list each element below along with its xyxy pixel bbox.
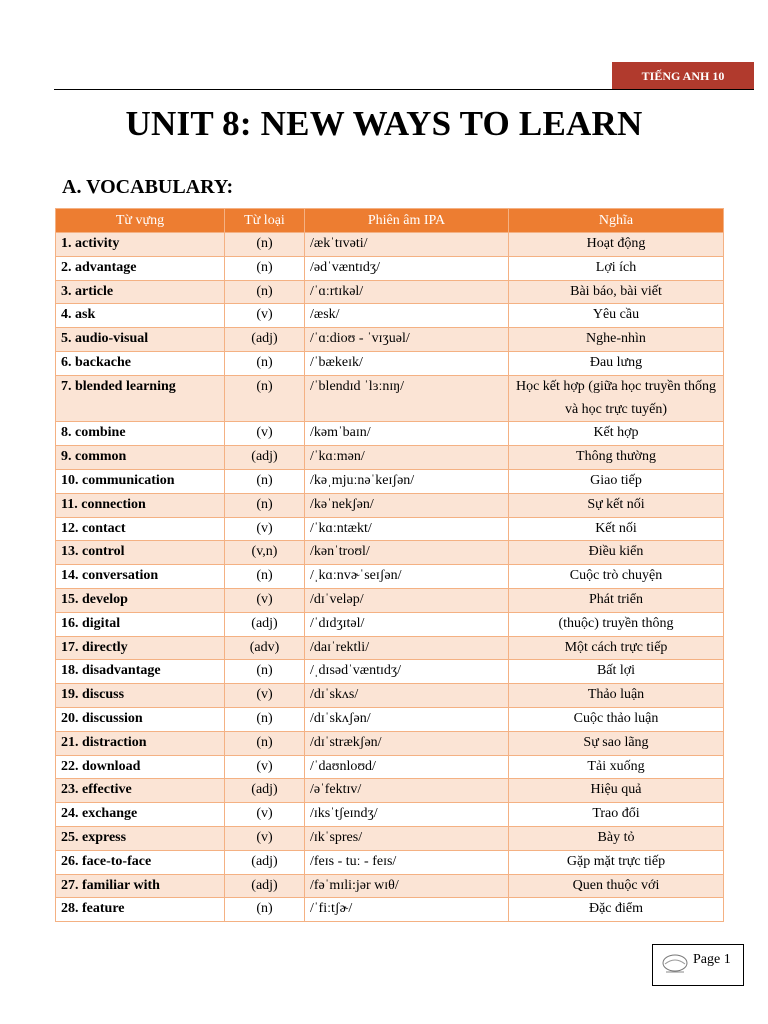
ipa-transcription: /ədˈvæntɪdʒ/ [305,256,509,280]
vocab-word: 3. article [56,280,225,304]
part-of-speech: (adv) [225,636,305,660]
vocab-word: 25. express [56,826,225,850]
column-header-meaning: Nghĩa [509,209,724,233]
vocab-word: 26. face-to-face [56,850,225,874]
vocab-word: 16. digital [56,612,225,636]
part-of-speech: (v) [225,517,305,541]
meaning: Bất lợi [509,660,724,684]
vocab-word: 15. develop [56,588,225,612]
ipa-transcription: /ækˈtɪvəti/ [305,233,509,257]
table-row [56,256,724,280]
table-row [56,803,724,827]
ipa-transcription: /ˌkɑːnvɚˈseɪʃən/ [305,565,509,589]
vocab-word: 1. activity [56,233,225,257]
ipa-transcription: /feɪs - tuː - feɪs/ [305,850,509,874]
part-of-speech: (v) [225,755,305,779]
ipa-transcription: /ˈɑːdioʊ - ˈvɪʒuəl/ [305,328,509,352]
part-of-speech: (adj) [225,612,305,636]
table-header-row [56,209,724,233]
part-of-speech: (v) [225,422,305,446]
table-row [56,469,724,493]
ipa-transcription: /kəmˈbaɪn/ [305,422,509,446]
table-row [56,755,724,779]
vocab-word: 2. advantage [56,256,225,280]
table-row [56,233,724,257]
vocab-word: 10. communication [56,469,225,493]
ipa-transcription: /ˈɑːrtɪkəl/ [305,280,509,304]
meaning: Bày tỏ [509,826,724,850]
meaning: Lợi ích [509,256,724,280]
table-row [56,636,724,660]
meaning: Gặp mặt trực tiếp [509,850,724,874]
meaning: Đau lưng [509,351,724,375]
meaning: Sự sao lãng [509,731,724,755]
table-row [56,684,724,708]
part-of-speech: (adj) [225,328,305,352]
table-row [56,280,724,304]
part-of-speech: (n) [225,280,305,304]
vocab-word: 28. feature [56,898,225,922]
part-of-speech: (n) [225,256,305,280]
ipa-transcription: /əˈfektɪv/ [305,779,509,803]
vocab-word: 14. conversation [56,565,225,589]
table-row [56,422,724,446]
table-row [56,328,724,352]
vocab-word: 21. distraction [56,731,225,755]
vocab-word: 7. blended learning [56,375,225,422]
meaning: Đặc điểm [509,898,724,922]
part-of-speech: (v) [225,826,305,850]
ipa-transcription: /fəˈmɪli:jər wɪθ/ [305,874,509,898]
ipa-transcription: /dɪˈveləp/ [305,588,509,612]
ipa-transcription: /ˈblendɪd ˈlɜːnɪŋ/ [305,375,509,422]
part-of-speech: (adj) [225,446,305,470]
ipa-transcription: /ˈkɑːmən/ [305,446,509,470]
meaning: Học kết hợp (giữa học truyền thống và học trực tuyến) [509,375,724,422]
vocabulary-table [55,208,724,922]
ipa-transcription: /æsk/ [305,304,509,328]
vocab-word: 22. download [56,755,225,779]
meaning: Thông thường [509,446,724,470]
ipa-transcription: /ˈfiːtʃɚ/ [305,898,509,922]
meaning: Điều kiển [509,541,724,565]
table-row [56,588,724,612]
part-of-speech: (v,n) [225,541,305,565]
meaning: Nghe-nhìn [509,328,724,352]
meaning: Yêu cầu [509,304,724,328]
ipa-transcription: /ɪkˈspres/ [305,826,509,850]
table-row [56,660,724,684]
vocab-word: 19. discuss [56,684,225,708]
meaning: Sự kết nối [509,493,724,517]
part-of-speech: (n) [225,351,305,375]
table-row [56,779,724,803]
part-of-speech: (v) [225,684,305,708]
part-of-speech: (n) [225,898,305,922]
part-of-speech: (v) [225,803,305,827]
table-row [56,517,724,541]
part-of-speech: (v) [225,304,305,328]
section-heading: A. VOCABULARY: [62,176,234,198]
table-row [56,446,724,470]
page-title: UNIT 8: NEW WAYS TO LEARN [125,104,643,143]
table-row [56,850,724,874]
table-row [56,826,724,850]
part-of-speech: (n) [225,660,305,684]
table-row [56,565,724,589]
part-of-speech: (n) [225,565,305,589]
part-of-speech: (adj) [225,850,305,874]
meaning: Hiệu quả [509,779,724,803]
vocab-word: 24. exchange [56,803,225,827]
meaning: Tải xuống [509,755,724,779]
vocab-word: 4. ask [56,304,225,328]
vocab-word: 12. contact [56,517,225,541]
vocab-word: 23. effective [56,779,225,803]
table-row [56,304,724,328]
ipa-transcription: /daɪˈrektli/ [305,636,509,660]
column-header-ipa: Phiên âm IPA [305,209,509,233]
page-number-box [652,944,744,986]
vocab-word: 13. control [56,541,225,565]
part-of-speech: (adj) [225,779,305,803]
meaning: Kết hợp [509,422,724,446]
part-of-speech: (v) [225,588,305,612]
table-row [56,874,724,898]
vocab-word: 9. common [56,446,225,470]
table-row [56,707,724,731]
ipa-transcription: /ɪksˈtʃeɪndʒ/ [305,803,509,827]
part-of-speech: (n) [225,375,305,422]
ipa-transcription: /dɪˈskʌs/ [305,684,509,708]
meaning: Cuộc trò chuyện [509,565,724,589]
subject-badge: TIẾNG ANH 10 [612,62,754,90]
meaning: (thuộc) truyền thông [509,612,724,636]
table-row [56,541,724,565]
meaning: Cuộc thảo luận [509,707,724,731]
vocab-word: 8. combine [56,422,225,446]
column-header-word: Từ vựng [56,209,225,233]
ipa-transcription: /ˈkɑːntækt/ [305,517,509,541]
part-of-speech: (adj) [225,874,305,898]
meaning: Phát triển [509,588,724,612]
vocab-word: 5. audio-visual [56,328,225,352]
ipa-transcription: /ˈdaʊnloʊd/ [305,755,509,779]
part-of-speech: (n) [225,469,305,493]
vocab-word: 11. connection [56,493,225,517]
meaning: Thảo luận [509,684,724,708]
meaning: Kết nối [509,517,724,541]
part-of-speech: (n) [225,493,305,517]
meaning: Giao tiếp [509,469,724,493]
part-of-speech: (n) [225,731,305,755]
vocab-word: 27. familiar with [56,874,225,898]
ipa-transcription: /kəˌmjuːnəˈkeɪʃən/ [305,469,509,493]
meaning: Trao đổi [509,803,724,827]
ipa-transcription: /ˈdɪdʒɪtəl/ [305,612,509,636]
table-row [56,375,724,422]
table-body [56,233,724,922]
table-row [56,731,724,755]
part-of-speech: (n) [225,233,305,257]
table-row [56,351,724,375]
ipa-transcription: /dɪˈstrækʃən/ [305,731,509,755]
ipa-transcription: /ˈbækeɪk/ [305,351,509,375]
ipa-transcription: /kənˈtroʊl/ [305,541,509,565]
meaning: Hoạt động [509,233,724,257]
meaning: Bài báo, bài viết [509,280,724,304]
table-row [56,898,724,922]
table-row [56,612,724,636]
page-number: Page 1 [693,952,731,967]
vocab-word: 17. directly [56,636,225,660]
table-row [56,493,724,517]
publisher-logo-icon [661,952,689,976]
vocab-word: 6. backache [56,351,225,375]
ipa-transcription: /dɪˈskʌʃən/ [305,707,509,731]
vocab-word: 20. discussion [56,707,225,731]
ipa-transcription: /ˌdɪsədˈvæntɪdʒ/ [305,660,509,684]
header-rule [54,89,754,90]
meaning: Quen thuộc với [509,874,724,898]
ipa-transcription: /kəˈnekʃən/ [305,493,509,517]
vocab-word: 18. disadvantage [56,660,225,684]
column-header-pos: Từ loại [225,209,305,233]
meaning: Một cách trực tiếp [509,636,724,660]
part-of-speech: (n) [225,707,305,731]
